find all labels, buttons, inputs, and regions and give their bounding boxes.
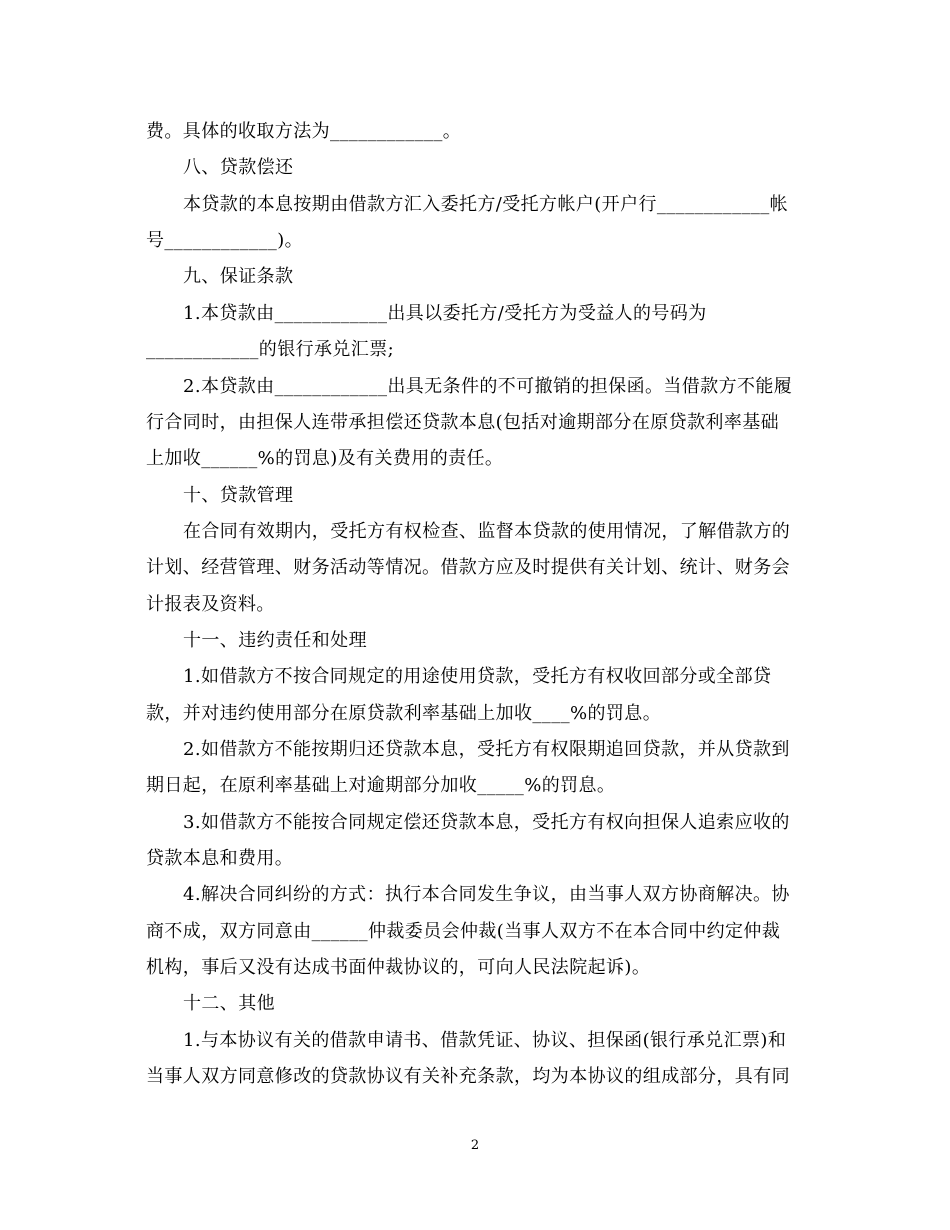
text-line: 机构，事后又没有达成书面仲裁协议的，可向人民法院起诉)。 — [146, 957, 651, 978]
text-line: 1.本贷款由____________出具以委托方/受托方为受益人的号码为 — [183, 303, 707, 324]
text-line: 费。具体的收取方法为____________。 — [146, 121, 462, 142]
text-line: 上加收______%的罚息)及有关费用的责任。 — [146, 448, 504, 469]
text-line: 贷款本息和费用。 — [146, 848, 294, 869]
section-heading: 十、贷款管理 — [183, 485, 294, 506]
section-heading: 八、贷款偿还 — [183, 157, 294, 178]
text-line: 商不成，双方同意由______仲裁委员会仲裁(当事人双方不在本合同中约定仲裁 — [146, 921, 781, 942]
text-line: 行合同时，由担保人连带承担偿还贷款本息(包括对逾期部分在原贷款利率基础 — [146, 412, 780, 433]
text-line: 款，并对违约使用部分在原贷款利率基础上加收____%的罚息。 — [146, 703, 662, 724]
page-number: 2 — [470, 1138, 480, 1153]
text-line: ____________的银行承兑汇票; — [146, 339, 395, 360]
text-line: 在合同有效期内，受托方有权检查、监督本贷款的使用情况，了解借款方的 — [183, 521, 791, 542]
text-line: 1.如借款方不按合同规定的用途使用贷款，受托方有权收回部分或全部贷 — [183, 666, 772, 687]
text-line: 当事人双方同意修改的贷款协议有关补充条款，均为本协议的组成部分，具有同 — [146, 1066, 790, 1087]
text-line: 计划、经营管理、财务活动等情况。借款方应及时提供有关计划、统计、财务会 — [146, 557, 790, 578]
section-heading: 十一、违约责任和处理 — [183, 630, 367, 651]
text-line: 2.如借款方不能按期归还贷款本息，受托方有权限期追回贷款，并从贷款到 — [183, 739, 790, 760]
text-line: 2.本贷款由____________出具无条件的不可撤销的担保函。当借款方不能履 — [183, 376, 793, 397]
text-line: 号____________)。 — [146, 230, 304, 251]
text-line: 1.与本协议有关的借款申请书、借款凭证、协议、担保函(银行承兑汇票)和 — [183, 1030, 787, 1051]
text-line: 4.解决合同纠纷的方式：执行本合同发生争议，由当事人双方协商解决。协 — [183, 884, 790, 905]
text-line: 3.如借款方不能按合同规定偿还贷款本息，受托方有权向担保人追索应收的 — [183, 812, 790, 833]
section-heading: 九、保证条款 — [183, 266, 294, 287]
text-line: 期日起，在原利率基础上对逾期部分加收_____%的罚息。 — [146, 775, 616, 796]
section-heading: 十二、其他 — [183, 993, 275, 1014]
text-line: 计报表及资料。 — [146, 594, 275, 615]
text-line: 本贷款的本息按期由借款方汇入委托方/受托方帐户(开户行____________帐 — [183, 194, 789, 215]
